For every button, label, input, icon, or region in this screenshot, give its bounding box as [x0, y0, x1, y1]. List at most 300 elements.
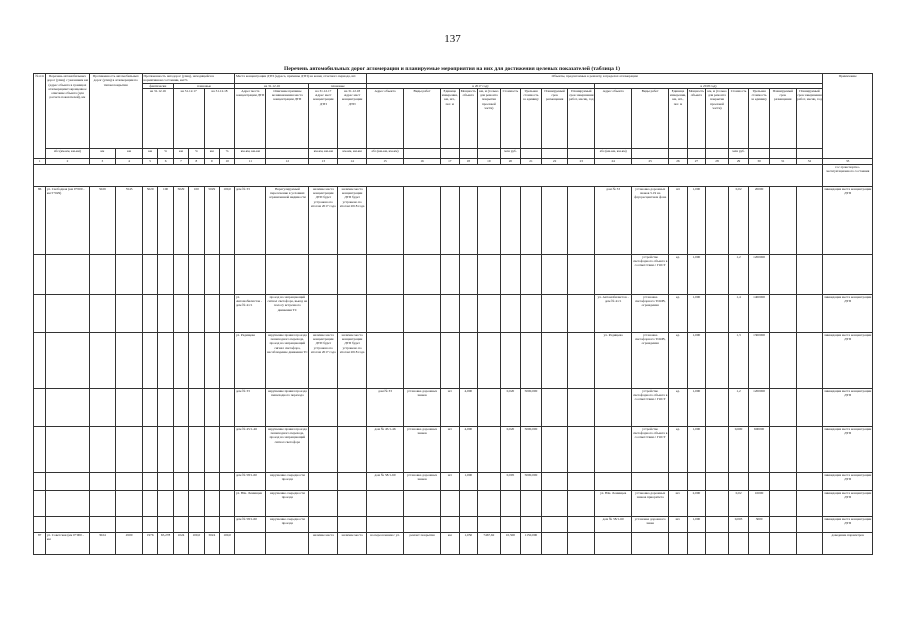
cell-e2	[796, 426, 823, 472]
column-number: 23	[568, 158, 595, 164]
cell-o-km	[478, 254, 501, 294]
hdr-unit-kmkm-2: км-км, км-км	[309, 148, 338, 158]
hdr-unit-mln-2018: млн руб.	[728, 148, 749, 158]
cell-c5	[142, 388, 157, 426]
empty-band	[34, 164, 823, 186]
cell-p-addr	[595, 388, 632, 426]
cell-e1	[769, 388, 796, 426]
cell-o-ucost	[521, 186, 542, 254]
cell-o-km	[478, 388, 501, 426]
hdr-unit-empty-8	[568, 148, 595, 158]
cell-dtp-addr: дом № 58/1-60	[235, 516, 266, 532]
cell-e2	[796, 532, 823, 554]
cell-o-work	[404, 294, 441, 332]
table-row	[34, 186, 873, 254]
cell-dtp-1217: наличие места концентрации ДТП будет устранено по итогам 2017 года	[309, 186, 338, 254]
cell-p-cost	[728, 472, 749, 490]
cell-o-ucost	[521, 254, 542, 294]
cell-c8	[189, 332, 204, 388]
cell-p-unit: ед.	[669, 294, 688, 332]
hdr-ucost-2018: Удельная стоимость за единицу	[749, 88, 770, 148]
hdr-abs: абс.(км-км, км-км)	[46, 148, 89, 158]
cell-dtp-1218	[338, 426, 367, 472]
hdr-date-1218: на 31.12.18	[204, 88, 235, 148]
cell-o-work: установка дорожных знаков	[404, 472, 441, 490]
cell-e2	[796, 388, 823, 426]
hdr-dtp-desc: Описание причины возникновения места концентрации ДТП	[266, 88, 309, 148]
cell-p-power: 1,000	[687, 186, 706, 254]
cell-c10	[219, 426, 234, 472]
hdr-unit-empty-15	[796, 148, 823, 158]
cell-e1	[769, 472, 796, 490]
cell-o-unit	[441, 294, 460, 332]
cell-o-t1	[541, 294, 568, 332]
hdr-work-2018: Виды работ	[632, 88, 669, 148]
cell-o-t2	[568, 472, 595, 490]
cell-o-unit	[441, 332, 460, 388]
cell-c10	[219, 332, 234, 388]
cell-p-cost: 0,02	[728, 186, 749, 254]
cell-c9	[204, 472, 219, 490]
hdr-unit-empty-3	[441, 148, 460, 158]
hdr-dtp-addr: Адрес места концентрации ДТП	[235, 88, 266, 148]
cell-o-work	[404, 516, 441, 532]
cell-o-t1	[541, 516, 568, 532]
hdr-unit-kmkm-3: км-км, км-км	[338, 148, 367, 158]
cell-o-ucost: 5000,000	[521, 426, 542, 472]
cell-p-addr: дом № 58/1-60	[595, 516, 632, 532]
cell-dtp-desc: нарушение правил проезда пешеходного перехода	[266, 388, 309, 426]
cell-note: ликвидация места концентрации ДТП	[823, 332, 873, 388]
table-row	[34, 426, 873, 472]
cell-c5	[142, 294, 157, 332]
cell-dtp-addr: ул. Юн. Ленинцев	[235, 490, 266, 516]
page-number: 137	[444, 33, 461, 45]
hdr-unit-abs-2018: абс.(км-км, км-км)	[595, 148, 632, 158]
column-number: 3	[89, 158, 116, 164]
cell-e1	[769, 426, 796, 472]
cell-e2	[796, 490, 823, 516]
cell-dtp-1217	[309, 294, 338, 332]
cell-o-cost: 0,020	[500, 426, 521, 472]
cell-c7	[173, 294, 188, 332]
cell-o-cost	[500, 490, 521, 516]
cell-o-addr: дом № 33	[367, 388, 404, 426]
cell-dtp-desc	[266, 532, 309, 554]
cell-p-ucost: 600000	[749, 426, 770, 472]
hdr-dtp-1216: на 31.12.16	[235, 83, 309, 88]
hdr-unit-km-3: км	[204, 148, 219, 158]
cell-c6	[158, 332, 173, 388]
cell-c5	[142, 490, 157, 516]
cell-e2	[796, 516, 823, 532]
hdr-dtp: Места концентрации ДТП (адреса, причины ДТП) на конец отчетного периода, шт.	[235, 74, 367, 84]
hdr-unit-empty-14	[769, 148, 796, 158]
hdr-unit-km-b: км	[116, 148, 143, 158]
cell-o-km	[478, 294, 501, 332]
cell-p-addr	[595, 254, 632, 294]
cell-p-addr: ул. Радищева	[595, 332, 632, 388]
cell-c8	[189, 254, 204, 294]
hdr-length: Протяженность автомобильных дорог (улиц) в агломерации по типам покрытия	[89, 74, 142, 149]
cell-o-t2	[568, 332, 595, 388]
cell-road	[46, 472, 89, 490]
cell-note: доведение параметров	[823, 532, 873, 554]
cell-road	[46, 426, 89, 472]
cell-c4	[116, 254, 143, 294]
cell-o-ucost	[521, 516, 542, 532]
column-number: 26	[669, 158, 688, 164]
cell-o-t2	[568, 426, 595, 472]
cell-e2	[796, 332, 823, 388]
cell-p-unit: шт.	[669, 490, 688, 516]
cell-c5: 1976	[142, 532, 157, 554]
cell-p-addr	[595, 426, 632, 472]
note-top: гос.транспортно-эксплуатационного состояния	[823, 164, 873, 186]
cell-c4	[116, 472, 143, 490]
cell-p-power	[687, 532, 706, 554]
cell-o-addr	[367, 186, 404, 254]
column-number: 25	[632, 158, 669, 164]
cell-c7: 5029	[173, 186, 188, 254]
cell-c7: 1024	[173, 532, 188, 554]
cell-p-km	[706, 426, 729, 472]
hdr-unit-empty-7	[541, 148, 568, 158]
cell-c5: 5029	[142, 186, 157, 254]
cell-o-power	[459, 332, 478, 388]
cell-p-work	[632, 532, 669, 554]
cell-road	[46, 294, 89, 332]
table-row	[34, 490, 873, 516]
cell-dtp-addr: ул. Автомобилистов - дом № 41/1	[235, 294, 266, 332]
cell-p-work: устройство светофорного объекта в соответствии с ГОСТ	[632, 388, 669, 426]
hdr-cost-2017: Стоимость	[500, 88, 521, 148]
cell-o-power	[459, 294, 478, 332]
cell-p-km	[706, 186, 729, 254]
cell-p-addr: ул. Автомобилистов - дом № 41/1	[595, 294, 632, 332]
cell-e1	[769, 490, 796, 516]
column-number: 9	[204, 158, 219, 164]
cell-dtp-1218	[338, 254, 367, 294]
hdr-note: Примечание	[823, 74, 873, 159]
cell-road	[46, 490, 89, 516]
hdr-unit-empty-9	[632, 148, 669, 158]
hdr-unit-abs-2017: абс.(км-км, км-км)	[367, 148, 404, 158]
cell-c3: 3024	[89, 532, 116, 554]
cell-c9	[204, 254, 219, 294]
cell-c4: 5545	[116, 186, 143, 254]
cell-c4	[116, 426, 143, 472]
cell-dtp-1218: наличие места концентрации ДТП будет устранено по итогам 2018 года	[338, 332, 367, 388]
cell-o-power	[459, 516, 478, 532]
cell-p-cost: 1,2	[728, 254, 749, 294]
cell-c7	[173, 332, 188, 388]
cell-p-addr	[595, 532, 632, 554]
hdr-obj-addr-2017: Адрес объекта	[367, 88, 404, 148]
column-number: 12	[266, 158, 309, 164]
cell-o-km	[478, 332, 501, 388]
cell-c9	[204, 516, 219, 532]
column-number: 7	[173, 158, 188, 164]
cell-o-addr: дом № 45/1-46	[367, 426, 404, 472]
hdr-unit-pct-1: %	[158, 148, 173, 158]
cell-dtp-1217	[309, 254, 338, 294]
cell-p-ucost: 10000	[749, 490, 770, 516]
cell-c6	[158, 294, 173, 332]
cell-o-power	[459, 490, 478, 516]
column-number: 30	[749, 158, 770, 164]
cell-c10	[219, 516, 234, 532]
cell-o-work	[404, 332, 441, 388]
column-number: 33	[823, 158, 873, 164]
column-number: 19	[478, 158, 501, 164]
table-row	[34, 254, 873, 294]
cell-e2	[796, 254, 823, 294]
cell-o-t1	[541, 426, 568, 472]
cell-o-t1	[541, 472, 568, 490]
table-row	[34, 516, 873, 532]
cell-o-unit: шт	[441, 472, 460, 490]
cell-e2	[796, 472, 823, 490]
cell-o-power: 1,000	[459, 472, 478, 490]
cell-o-work	[404, 186, 441, 254]
cell-o-cost	[500, 186, 521, 254]
cell-c8: 100,0	[189, 532, 204, 554]
cell-dtp-1218: наличие места концентрации ДТП будет устранено по итогам 2018 года	[338, 186, 367, 254]
cell-c8	[189, 472, 204, 490]
table-row	[34, 332, 873, 388]
column-number: 24	[595, 158, 632, 164]
column-number: 4	[116, 158, 143, 164]
cell-e1	[769, 332, 796, 388]
hdr-km-2017: км, м (только для ремонта покрытия проезжей части)	[478, 88, 501, 148]
column-number: 10	[219, 158, 234, 164]
cell-p-unit: ед.	[669, 332, 688, 388]
cell-o-cost: 0,020	[500, 388, 521, 426]
cell-c7	[173, 516, 188, 532]
cell-p-addr	[595, 472, 632, 490]
cell-c4	[116, 388, 143, 426]
cell-o-ucost: 5000,000	[521, 472, 542, 490]
hdr-term2-2017: Планируемый срок завершения работ, месяц, год	[568, 88, 595, 148]
hdr-unit-km-a: км	[89, 148, 116, 158]
cell-p-power: 1,000	[687, 388, 706, 426]
column-number: 21	[521, 158, 542, 164]
hdr-ucost-2017: Удельная стоимость за единицу	[521, 88, 542, 148]
cell-c10	[219, 254, 234, 294]
cell-o-t2	[568, 490, 595, 516]
cell-o-unit	[441, 186, 460, 254]
cell-p-work: установка дорожных знаков приоритета	[632, 490, 669, 516]
cell-dtp-desc	[266, 254, 309, 294]
hdr-term-2017: Планируемый срок размещения	[541, 88, 568, 148]
column-number: 1	[34, 158, 46, 164]
cell-c10	[219, 472, 234, 490]
cell-o-ucost	[521, 332, 542, 388]
cell-o-cost	[500, 332, 521, 388]
cell-o-power: 4,000	[459, 388, 478, 426]
cell-c4	[116, 490, 143, 516]
table-row	[34, 532, 873, 554]
hdr-unit-empty-12	[706, 148, 729, 158]
hdr-normative: Протяженность автодорог (улиц), находящейся в нормативном состоянии, км/%	[142, 74, 235, 84]
hdr-power-2018: Мощность объекта	[687, 88, 706, 148]
cell-dtp-desc: Нерегулируемый пересечение в условиях ограниченной видимости	[266, 186, 309, 254]
hdr-term-2018: Планируемый срок размещения	[769, 88, 796, 148]
cell-c7	[173, 490, 188, 516]
cell-note: ликвидация места концентрации ДТП	[823, 388, 873, 426]
hdr-objects: Объекты, предлагаемые к ремонту, в пределах агломерации	[367, 74, 823, 84]
hdr-cost-2018: Стоимость	[728, 88, 749, 148]
cell-c6: 65,278	[158, 532, 173, 554]
cell-p-ucost: 3000	[749, 516, 770, 532]
cell-o-unit	[441, 254, 460, 294]
cell-dtp-1217: наличие места	[309, 532, 338, 554]
cell-o-work: ремонт покрытия	[404, 532, 441, 554]
cell-p-km	[706, 490, 729, 516]
cell-c6	[158, 516, 173, 532]
cell-p-addr: ул. Юн. Ленинцев	[595, 490, 632, 516]
cell-p-unit	[669, 532, 688, 554]
cell-o-t1	[541, 388, 568, 426]
cell-dtp-addr: дом № 58/1-60	[235, 472, 266, 490]
cell-o-km	[478, 472, 501, 490]
cell-o-t1	[541, 332, 568, 388]
table-row	[34, 472, 873, 490]
cell-dtp-addr: ул. Радищева	[235, 332, 266, 388]
cell-p-work: установка светофорного ТООВ, ограждения	[632, 332, 669, 388]
cell-p-unit: ед.	[669, 426, 688, 472]
cell-c4	[116, 332, 143, 388]
column-number: 11	[235, 158, 266, 164]
cell-dtp-1217	[309, 490, 338, 516]
cell-p-power: 1,000	[687, 254, 706, 294]
hdr-km-2018: км, м (только для ремонта покрытия проезжей части)	[706, 88, 729, 148]
cell-e1	[769, 516, 796, 532]
cell-c3	[89, 332, 116, 388]
column-number: 18	[459, 158, 478, 164]
cell-p-km	[706, 472, 729, 490]
cell-o-power	[459, 254, 478, 294]
cell-o-work	[404, 490, 441, 516]
cell-p-unit: ед.	[669, 388, 688, 426]
cell-o-cost	[500, 294, 521, 332]
cell-c6: 100	[158, 186, 173, 254]
hdr-unit-mln-2017: млн руб.	[500, 148, 521, 158]
cell-road	[46, 254, 89, 294]
table-row	[34, 164, 873, 186]
hdr-unit-pct-3: %	[219, 148, 234, 158]
cell-p-cost: 1,3	[728, 332, 749, 388]
cell-dtp-desc: нарушение правил проезда пешеходного перехода, проезд на запрещающий сигнал светофора	[266, 426, 309, 472]
cell-c10: 100,0	[219, 186, 234, 254]
cell-dtp-1217	[309, 388, 338, 426]
hdr-unit-km-2: км	[173, 148, 188, 158]
cell-o-t2	[568, 532, 595, 554]
cell-o-ucost	[521, 490, 542, 516]
cell-e1	[769, 294, 796, 332]
cell-p-unit	[669, 472, 688, 490]
hdr-dtp-plan: плановые	[309, 83, 367, 88]
cell-no	[34, 472, 46, 490]
cell-o-power: 4,000	[459, 426, 478, 472]
cell-e1	[769, 186, 796, 254]
cell-dtp-desc: проезд на запрещающий сигнал светофора, выезд на полосу встречного движения ТС	[266, 294, 309, 332]
hdr-unit-empty-5	[478, 148, 501, 158]
cell-p-ucost	[749, 472, 770, 490]
cell-c3	[89, 294, 116, 332]
cell-p-power	[687, 472, 706, 490]
hdr-unit-empty-11	[687, 148, 706, 158]
cell-note: ликвидация места концентрации ДТП	[823, 186, 873, 254]
cell-o-unit: шт	[441, 426, 460, 472]
cell-o-t1	[541, 186, 568, 254]
cell-o-t1	[541, 490, 568, 516]
cell-dtp-1217	[309, 426, 338, 472]
cell-o-km	[478, 516, 501, 532]
cell-c7	[173, 472, 188, 490]
cell-o-addr	[367, 332, 404, 388]
column-number: 5	[142, 158, 157, 164]
cell-c9	[204, 426, 219, 472]
cell-c5	[142, 516, 157, 532]
column-number: 13	[309, 158, 338, 164]
cell-c3	[89, 472, 116, 490]
cell-note: ликвидация места концентрации ДТП	[823, 490, 873, 516]
cell-c8	[189, 388, 204, 426]
cell-road: ул. Советская (км 0+000 - км	[46, 532, 89, 554]
hdr-obj-addr-2018: Адрес объекта	[595, 88, 632, 148]
cell-c6	[158, 472, 173, 490]
cell-dtp-addr: дом № 33	[235, 186, 266, 254]
cell-o-km	[478, 426, 501, 472]
column-number: 20	[500, 158, 521, 164]
cell-c8	[189, 516, 204, 532]
cell-dtp-desc: нарушение очередности проезда	[266, 472, 309, 490]
cell-c9: 3024	[204, 532, 219, 554]
cell-c8	[189, 426, 204, 472]
cell-p-cost: 0,600	[728, 426, 749, 472]
cell-dtp-1218	[338, 516, 367, 532]
cell-p-unit: шт	[669, 186, 688, 254]
cell-c3	[89, 516, 116, 532]
hdr-work-2017: Виды работ	[404, 88, 441, 148]
cell-o-power	[459, 186, 478, 254]
cell-o-t2	[568, 294, 595, 332]
cell-no	[34, 254, 46, 294]
column-number: 22	[541, 158, 568, 164]
hdr-unit-empty-4	[459, 148, 478, 158]
column-number: 2	[46, 158, 89, 164]
cell-dtp-addr: дом № 33	[235, 388, 266, 426]
roads-table	[33, 73, 873, 555]
column-number: 14	[338, 158, 367, 164]
cell-c6	[158, 426, 173, 472]
cell-o-addr: дом № 58/1-60	[367, 472, 404, 490]
hdr-unit-2017: Единица измерения, км, шт., пог. м	[441, 88, 460, 148]
cell-o-t1	[541, 254, 568, 294]
cell-dtp-desc: нарушение правил проезда пешеходного перехода, проезд на запрещающий сигнал светофора, несоблюдение движения ТС	[266, 332, 309, 388]
cell-road: ул. Свободная (км 0+000 - км 5+029)	[46, 186, 89, 254]
column-number: 8	[189, 158, 204, 164]
cell-p-power: 1,000	[687, 332, 706, 388]
hdr-date-1216: на 31.12.16	[142, 88, 173, 148]
cell-p-ucost	[749, 532, 770, 554]
cell-o-addr	[367, 254, 404, 294]
hdr-term2-2018: Планируемый срок завершения работ, месяц, год	[796, 88, 823, 148]
cell-c9	[204, 332, 219, 388]
cell-c10: 100,0	[219, 532, 234, 554]
